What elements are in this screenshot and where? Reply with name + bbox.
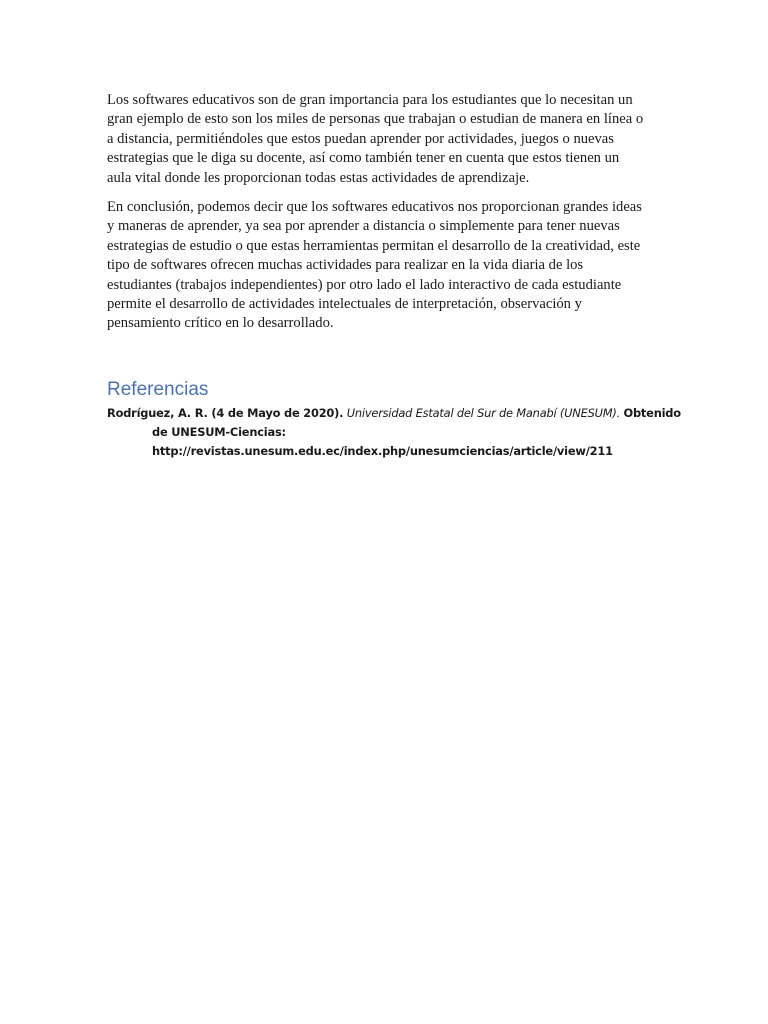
paragraph-line: a distancia, permitiéndoles que estos puedan aprender por actividades, juegos o nuevas — [107, 130, 614, 147]
reference-entry — [107, 404, 681, 462]
reference-first-line — [107, 404, 681, 423]
reference-retrieved: Obtenido — [623, 406, 681, 420]
paragraph-line: Los softwares educativos son de gran importancia para los estudiantes que lo necesitan un — [107, 92, 633, 108]
paragraph-line: estudiantes (trabajos independientes) por otro lado el lado interactivo de cada estudiante — [107, 276, 622, 293]
paragraph-line: y maneras de aprender, ya sea por aprender a distancia o simplemente para tener nuevas — [107, 218, 620, 235]
paragraph-line: pensamiento crítico en lo desarrollado. — [107, 315, 334, 332]
paragraph-line: En conclusión, podemos decir que los softwares educativos nos proporcionan grandes ideas — [107, 199, 642, 215]
paragraph-line: aula vital donde les proporcionan todas estas actividades de aprendizaje. — [107, 169, 530, 186]
paragraph-conclusion — [107, 198, 663, 334]
reference-url-link[interactable]: http://revistas.unesum.edu.ec/index.php/unesumciencias/article/view/211 — [152, 444, 613, 459]
paragraph-line: tipo de softwares ofrecen muchas actividades para realizar en la vida diaria de los — [107, 257, 584, 274]
reference-source: de UNESUM-Ciencias: — [152, 425, 286, 440]
paragraph-intro — [107, 91, 663, 188]
paragraph-line: permite el desarrollo de actividades intelectuales de interpretación, observación y — [107, 296, 582, 313]
paragraph-line: gran ejemplo de esto son los miles de personas que trabajan o estudian de manera en línea o — [107, 111, 644, 128]
reference-title: Universidad Estatal del Sur de Manabí (UNESUM). — [346, 406, 621, 420]
reference-authors: Rodríguez, A. R. (4 de Mayo de 2020). — [107, 406, 344, 420]
references-heading: Referencias — [107, 379, 209, 400]
paragraph-line: estrategias que le diga su docente, así como también tener en cuenta que estos tienen un — [107, 150, 620, 167]
paragraph-line: estrategias de estudio o que estas herramientas permitan el desarrollo de la creatividad, este — [107, 237, 641, 254]
